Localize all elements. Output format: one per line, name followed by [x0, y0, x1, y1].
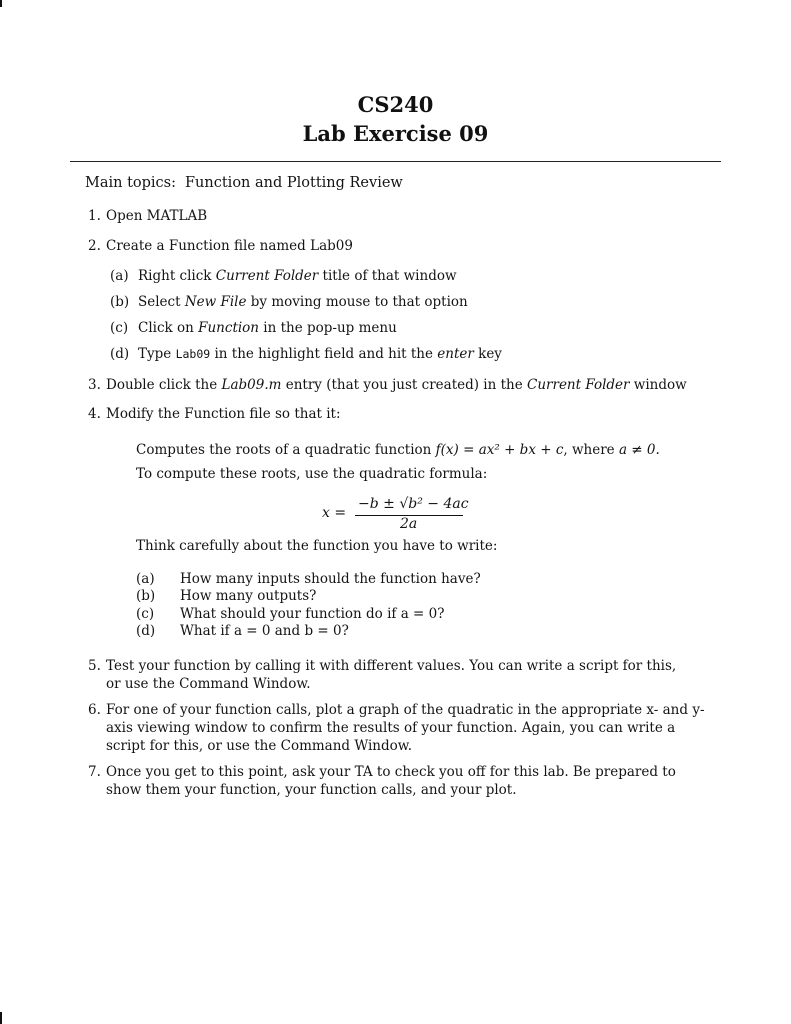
formula-numerator: −b ± √b² − 4ac — [358, 496, 469, 512]
step-3-text: Double click the Lab09.m entry (that you just created) in the Current Folder window — [106, 377, 687, 393]
question-d: (d) What if a = 0 and b = 0? — [136, 623, 349, 639]
step-2-sub-c: (c) Click on Function in the pop-up menu — [110, 320, 397, 336]
step-4-description: Computes the roots of a quadratic function f(x) = ax² + bx + c, where a ≠ 0. — [136, 442, 660, 458]
step-7-number: 7. — [88, 764, 101, 780]
formula-denominator: 2a — [400, 516, 418, 532]
step-2-sub-d: (d) Type Lab09 in the highlight field and hit the enter key — [110, 346, 502, 362]
sub-letter: (a) — [110, 268, 129, 284]
step-2-sub-a: (a) Right click Current Folder title of that window — [110, 268, 457, 284]
code-filename: Lab09 — [175, 347, 211, 361]
step-6-number: 6. — [88, 702, 101, 718]
step-2-sub-b: (b) Select New File by moving mouse to that option — [110, 294, 468, 310]
main-topics-value: Function and Plotting Review — [185, 175, 403, 191]
question-a: (a) How many inputs should the function have? — [136, 571, 481, 587]
question-c: (c) What should your function do if a = 0? — [136, 606, 445, 622]
step-6-text: For one of your function calls, plot a graph of the quadratic in the appropriate x- and y-axis viewing window to confirm the results of your function. Again, you can write a script for this, or use the Command Window. — [106, 702, 705, 754]
step-1-text: Open MATLAB — [106, 208, 208, 224]
step-5-text: Test your function by calling it with different values. You can write a script for this, or use the Command Window. — [106, 658, 677, 692]
question-b: (b) How many outputs? — [136, 588, 317, 604]
step-4-number: 4. — [88, 406, 101, 422]
quadratic-expression: f(x) = ax² + bx + c — [435, 442, 564, 458]
header-divider — [70, 161, 721, 162]
step-7-text: Once you get to this point, ask your TA to check you off for this lab. Be prepared to show them your function, your function calls, and your plot. — [106, 764, 676, 798]
scan-mark-top — [0, 0, 2, 7]
step-1-number: 1. — [88, 208, 101, 224]
main-topics — [85, 174, 403, 192]
step-4-think-prompt: Think carefully about the function you have to write: — [136, 538, 498, 554]
main-topics-label: Main topics: — [85, 175, 177, 191]
step-4-text: Modify the Function file so that it: — [106, 406, 341, 422]
formula-lhs: x = — [322, 505, 347, 521]
sub-letter: (c) — [110, 320, 129, 336]
step-5-number: 5. — [88, 658, 101, 674]
sub-letter: (b) — [110, 294, 130, 310]
course-code: CS240 — [357, 92, 434, 117]
step-3-number: 3. — [88, 377, 101, 393]
scan-mark-bottom — [0, 1012, 2, 1024]
step-2-text: Create a Function file named Lab09 — [106, 238, 353, 254]
step-2-number: 2. — [88, 238, 101, 254]
step-4-formula-intro: To compute these roots, use the quadratic formula: — [136, 466, 488, 482]
sub-letter: (d) — [110, 346, 130, 362]
nonzero-condition: a ≠ 0. — [618, 442, 660, 458]
page-title: Lab Exercise 09 — [302, 121, 489, 146]
